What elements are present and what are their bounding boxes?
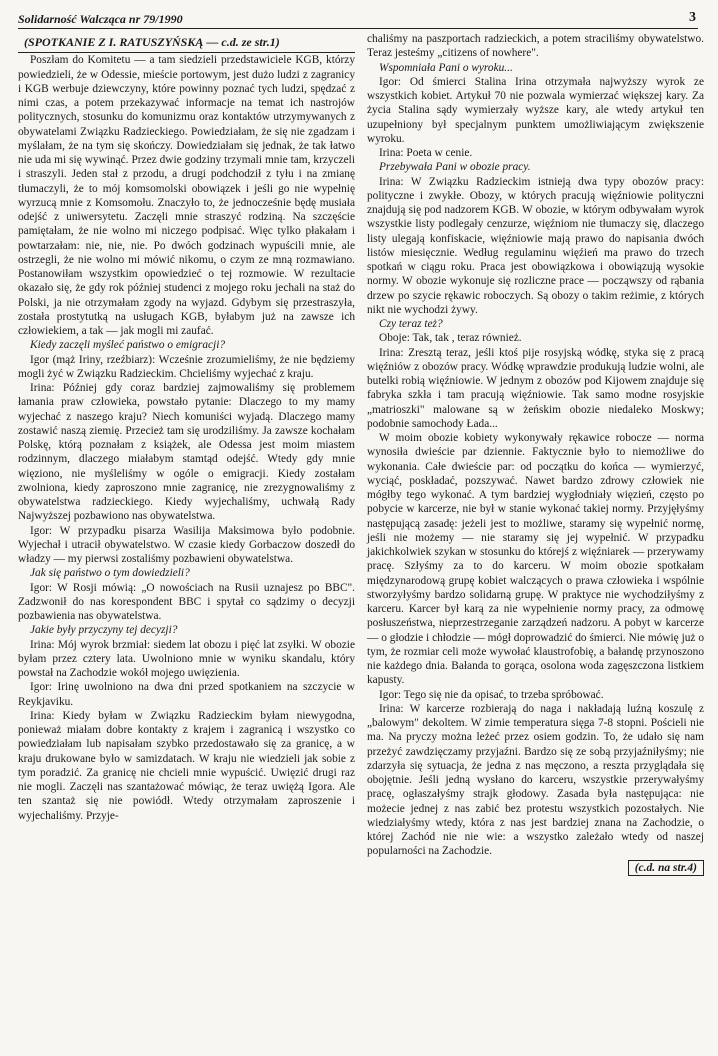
article-kicker: (SPOTKANIE Z I. RATUSZYŃSKĄ — c.d. ze str.1) — [18, 32, 355, 53]
article-paragraph: Irina: Później gdy coraz bardziej zajmowaliśmy się problemem łamania praw człowieka, powstało pytanie: Dlaczego to my mamy wyjechać z naszego kraju? Niech komuniści wyjadą. Dlaczego mamy zostawić naszą ziemię. Przecież tam się urodziliśmy. Ja zawsze kochałam Polskę, którą poznałam z książek, ale Odessa jest moim miastem rodzinnym, dlaczego miałabym stamtąd odejść. Wtedy gdy mnie więziono, nie myśleliśmy w ogóle o emigracji. Kiedy zostałam zwolniona, kiedy zaproszono mnie zagranicę, nie zrezygnowaliśmy z obywatelstwa radzieckiego. Kiedy wyjechaliśmy, uchwałą Rady Najwyższej pozbawiono nas obywatelstwa. — [18, 382, 355, 523]
article-paragraph: chaliśmy na paszportach radzieckich, a potem straciliśmy obywatelstwo. Teraz jesteśmy „citizens of nowhere". — [367, 33, 704, 60]
interview-question: Wspomniała Pani o wyroku... — [379, 61, 513, 74]
article-paragraph: Irina: Poeta w cenie. — [379, 147, 473, 159]
interview-question: Kiedy zaczęli myśleć państwo o emigracji? — [30, 339, 226, 352]
interview-question: Czy teraz też? — [379, 318, 443, 330]
article-paragraph: Irina: Mój wyrok brzmiał: siedem lat obozu i pięć lat zsyłki. W obozie byłam przez cztery lata. Uwolniono mnie w wyniku skandalu, który powstał na Zachodzie wokół mojego uwięzienia. — [18, 638, 355, 679]
article-paragraph: Igor: Tego się nie da opisać, to trzeba spróbować. — [379, 688, 604, 701]
interview-question: Jak się państwo o tym dowiedzieli? — [30, 567, 190, 580]
article-paragraph: Igor: W Rosji mówią: „O nowościach na Rusii uznajesz po BBC". Zadzwonił do nas korespondent BBC i spytał co sądzimy o decyzji pozbawienia nas obywatelstwa. — [18, 581, 355, 622]
header-rule — [18, 28, 698, 29]
article-paragraph: Oboje: Tak, tak , teraz również. — [379, 332, 522, 345]
article-paragraph: Poszłam do Komitetu — a tam siedzieli przedstawiciele KGB, którzy powiedzieli, że w Odessie, mieście portowym, jest dużo ludzi z zagranicy i KGB werbuje dziewczyny, które powinny poznać tych ludzi, spędzać z nimi czas, a potem przekazywać informacje na temat ich nastrojów politycznych, stosunku do komunizmu oraz kontaktów utrzymywanych z obywatelami Związku Radzieckiego. Powiedziałam, że się nie zgadzam i myślałam, że na tym się skończy. Dowiedziałam się jednak, że tak łatwo nie uda mi się wywinąć. Przez dwie godziny trzymali mnie tam, krzyczeli i straszyli. Jeden stał z przodu, a drugi podchodził z tyłu i na zmianę tłumaczyli, że to mój komsomolski obowiązek i jeśli go nie wypełnię wyrzucą mnie z Komsomołu. Znaczyło to, że jednocześnie będę musiała odejść z uniwersytetu. Zaczęli mnie straszyć rodziną. Na szczęście pamiętałam, że nie wolno mi niczego podpisać. Więc tylko płakałam i powtarzałam: nie, nie, nie. Po dwóch godzinach wypuścili mnie, ale ostrzegli, że nie wolno mi mówić nikomu, o czym ze mną rozmawiano. Postanowiłam wszystkim opowiedzieć o tej rozmowie. W rezultacie okazało się, że gdy rok później studenci z mojego roku jechali na staż do Polski, ja nie otrzymałam zgody na wyjazd. Gdybym się przestraszyła, została prostytutką na usługach KGB, byłabym już na zawsze ich człowiekiem, a tak — jak mogli mi zaufać. — [18, 54, 355, 337]
article-paragraph: Irina: Zresztą teraz, jeśli ktoś pije rosyjską wódkę, styka się z pracą więźniów z obozów pracy. Wódkę wprawdzie produkują ludzie wolni, ale butelki robią więźniowie. W jednym z obozów pod Kijowem znajduje się fabryka szkła i tam pracują więźniowie. Tak samo modne rosyjskie „matrioszki" malowane są w żeńskim obozie niedaleko Moskwy; podobnie samochody Łada... — [367, 346, 704, 430]
interview-question: Przebywała Pani w obozie pracy. — [379, 161, 531, 174]
article-paragraph: Irina: Kiedy byłam w Związku Radzieckim byłam niewygodna, ponieważ miałam dobre kontakty z krajem i zagranicą i wszystko co powiedziałam lub napisałam szybko przedostawało się za granicę, a w kraju drukowane było w samizdatach. W kraju nie wiedzieli jak sobie z tym poradzić. Za granicę nie chcieli mnie wypuścić. Uwięzić drugi raz nie mogli. Zaczęli nas szantażować mówiąc, że teraz uwiężą Igora. Ale ten szantaż się nie powiódł. Wtedy otrzymałam zaproszenie i wyjechaliśmy. Przyje- — [18, 709, 355, 822]
article-paragraph: Irina: W karcerze rozbierają do naga i nakładają luźną koszulę z „balowym" dekoltem. W zimie temperatura sięga 7-8 stopni. Pościeli nie ma. Na pryczy można leżeć przez osiem godzin. To, że udało się nam przeżyć zawdzięczamy przyjaźni. Bardzo się ze sobą przyjaźniłyśmy; nie zdarzyła się sytuacja, że jedna z nas męczono, a reszta przyglądała się obojętnie. Jeśli jedną wysłano do karceru, wszystkie przerywałyśmy pracę, ogłaszałyśmy strajk głodowy. Zasada była następująca: nie możecie jednej z nas zabić bez protestu wszystkich pozostałych. Nie wiedziałyśmy wtedy, która z nas jest bardziej znana na Zachodzie, o której Zachód nie nie wie: a wszystko zależało wtedy od naszej popularności na Zachodzie. — [367, 702, 704, 858]
left-column — [18, 32, 355, 876]
right-column — [367, 32, 704, 876]
interview-question: Jakie były przyczyny tej decyzji? — [30, 624, 178, 637]
article-columns — [18, 32, 704, 876]
page-header — [18, 6, 704, 32]
article-paragraph: Igor (mąż Iriny, rzeźbiarz): Wcześnie zrozumieliśmy, że nie będziemy mogli żyć w Związku Radzieckim. Chcieliśmy wyjechać z kraju. — [18, 353, 355, 380]
continued-note — [367, 860, 704, 876]
article-paragraph: Igor: W przypadku pisarza Wasilija Maksimowa było podobnie. Wyjechał i utracił obywatelstwo. W czasie kiedy Gorbaczow doszedł do władzy — my pierwsi zostaliśmy pozbawieni obywatelstwa. — [18, 524, 355, 565]
article-paragraph: Irina: W Związku Radzieckim istnieją dwa typy obozów pracy: polityczne i zwykłe. Obozy, w których pracują więźniowie polityczni znajdują się pod nadzorem KGB. W obozie, w którym odbywałam wyrok wszystkie listy podlegały cenzurze, więźniom nie tłumaczy się, dlaczego listy ulegają konfiskacie, więźniowie mają prawo do napisania dwóch listów miesięcznie. Według regulaminu więźień ma prawo do trzech spotkań w ciągu roku. Praca jest obowiązkowa i obowiązują wysokie normy. W obozie wykonuje się rozliczne prace — począwszy od rąbania drzew po szycie rękawic roboczych. Są obozy o takim reżimie, z których nikt nie wychodzi żywy. — [367, 175, 704, 316]
running-head: Solidarność Walcząca nr 79/1990 — [18, 12, 183, 26]
article-paragraph: Igor: Od śmierci Stalina Irina otrzymała najwyższy wyrok ze wszystkich kobiet. Artykuł 70 nie pozwala wymierzać większej kary. Za życia Stalina sądy wymierzały wyższe kary, ale wtedy artykuł ten uzupełniony był specjalnym punktem umożliwiającym zwiększenie wyroku. — [367, 75, 704, 145]
continued-label: (c.d. na str.4) — [628, 860, 704, 876]
article-paragraph: Igor: Irinę uwolniono na dwa dni przed spotkaniem na szczycie w Reykjaviku. — [18, 681, 355, 708]
page-number: 3 — [689, 10, 696, 25]
article-paragraph: W moim obozie kobiety wykonywały rękawice robocze — norma wynosiła dwieście par dziennie. Faktycznie było to niemożliwe do wykonania. Całe dwieście par: od początku do końca — wymierzyć, wyciąć, poskładać, pozszywać. Nawet bardzo zdrowy człowiek nie mógłby tego wykonać. A tym bardziej wygłodniały więzień, często po pobycie w karcerze, nie był w stanie wykonać takiej normy. Przyjęłyśmy następującą zasadę: jeżeli jest to możliwe, staramy się wypełnić normę, jeśli nie możemy — nie staramy się jej wypełnić. W przypadku jakichkolwiek szykan w stosunku do którejś z więźniarek — przerywamy pracę. Szłyśmy za to do karceru. W moim obozie spotkałam międzynarodową grupę kobiet walczących o prawa człowieka i wspólnie stworzyłyśmy bardzo solidarną grupę. W praktyce nie wychodziłyśmy z karceru. Karcer był karą za nie wypełnienie normy pracy, za odmowę posłuszeństwa, nieprzestrzeganie zarządzeń nadzoru. A pobyt w karcerze — o głodzie i chłodzie — mógł doprowadzić do śmierci. Nie mówię już o tym, że rozmiar celi może wywołać klaustrofobię, a bałandę przynoszono nie każdego dnia. Bałanda to gorąca, osolona woda zagęszczona listkiem kapusty. — [367, 432, 704, 687]
